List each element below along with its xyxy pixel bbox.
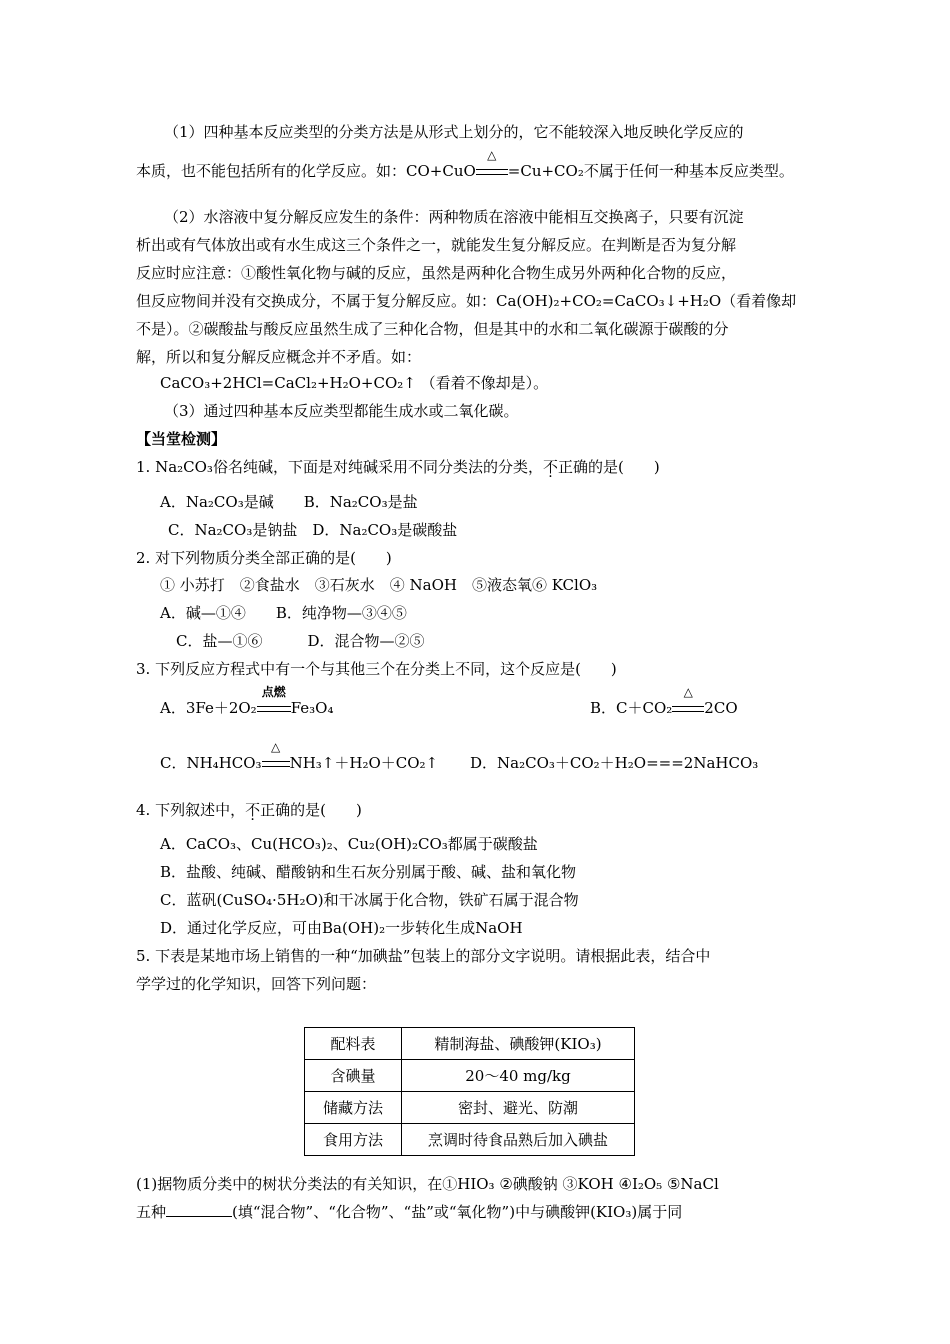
q4-option-d: D．通过化学反应，可由Ba(OH)₂一步转化生成NaOH (160, 919, 523, 937)
equation-left: 本质，也不能包括所有的化学反应。如：CO+CuO (136, 162, 476, 180)
q4-option-c: C．蓝矾(CuSO₄·5H₂O)和干冰属于化合物，铁矿石属于混合物 (160, 891, 579, 909)
q4-option-b: B．盐酸、纯碱、醋酸钠和生石灰分别属于酸、碱、盐和氧化物 (160, 863, 577, 881)
table-cell: 烹调时待食品熟后加入碘盐 (402, 1124, 635, 1156)
q5-line1: 5. 下表是某地市场上销售的一种“加碘盐”包装上的部分文字说明。请根据此表，结合中 (136, 947, 711, 965)
table-row (305, 1092, 635, 1124)
q5-sub1-line2 (136, 1202, 682, 1222)
q2-items: ① 小苏打 ②食盐水 ③石灰水 ④ NaOH ⑤液态氧⑥ KClO₃ (160, 576, 598, 594)
heat-condition-c (262, 740, 290, 773)
q4-option-a: A．CaCO₃、Cu(HCO₃)₂、Cu₂(OH)₂CO₃都属于碳酸盐 (160, 835, 538, 853)
q1-options-row1: A．Na₂CO₃是碱 B．Na₂CO₃是盐 (160, 493, 418, 511)
intro-p2-line5: 不是）。②碳酸盐与酸反应虽然生成了三种化合物，但是其中的水和二氧化碳源于碳酸的分 (136, 320, 729, 338)
q5-sub1-text: 五种 (136, 1203, 167, 1221)
table-cell: 精制海盐、碘酸钾(KIO₃) (402, 1028, 635, 1060)
heat-condition (476, 148, 508, 181)
table-cell: 食用方法 (305, 1124, 402, 1156)
q3-stem: 3. 下列反应方程式中有一个与其他三个在分类上不同，这个反应是( ) (136, 660, 617, 678)
intro-p1-line2 (136, 148, 794, 181)
intro-p3: （3）通过四种基本反应类型都能生成水或二氧化碳。 (164, 402, 519, 420)
q3-option-d: D．Na₂CO₃＋CO₂＋H₂O===2NaHCO₃ (470, 754, 759, 772)
q4-emphasis: 不 (245, 801, 261, 819)
q3-b-left: B．C＋CO₂ (590, 699, 673, 717)
equation-right: =Cu+CO₂不属于任何一种基本反应类型。 (507, 162, 794, 180)
q3-c-left: C．NH₄HCO₃ (160, 754, 262, 772)
q3-option-a (160, 685, 334, 718)
q3-b-right: 2CO (704, 699, 738, 717)
answer-blank[interactable] (166, 1202, 232, 1217)
heat-condition-b (672, 685, 704, 718)
intro-p2-line2: 析出或有气体放出或有水生成这三个条件之一，就能发生复分解反应。在判断是否为复分解 (136, 236, 737, 254)
intro-p1-line1: （1）四种基本反应类型的分类方法是从形式上划分的，它不能较深入地反映化学反应的 (164, 123, 744, 141)
q2-options-row1: A．碱—①④ B．纯净物—③④⑤ (160, 604, 407, 622)
q3-option-b (590, 685, 738, 718)
table-row (305, 1060, 635, 1092)
ignite-condition (257, 685, 291, 718)
table-cell: 20～40 mg/kg (402, 1060, 635, 1092)
table-cell: 密封、避光、防潮 (402, 1092, 635, 1124)
q1-stem (136, 457, 660, 477)
q1-stem-end: 正确的是( ) (557, 458, 660, 476)
table-row (305, 1124, 635, 1156)
q3-a-right: Fe₃O₄ (290, 699, 334, 717)
q3-option-c (160, 740, 439, 773)
q5-line2: 学学过的化学知识，回答下列问题： (136, 975, 377, 993)
q3-a-left: A．3Fe＋2O₂ (160, 699, 257, 717)
heat-symbol-b: △ (683, 685, 693, 699)
q1-stem-text: 1. Na₂CO₃俗名纯碱，下面是对纯碱采用不同分类法的分类， (136, 458, 543, 476)
q4-stem-text: 4. 下列叙述中， (136, 801, 246, 819)
q5-sub1-line1: (1)据物质分类中的树状分类法的有关知识，在①HIO₃ ②碘酸钠 ③KOH ④I₂O₅ ⑤NaCl (136, 1175, 719, 1193)
table-cell: 含碘量 (305, 1060, 402, 1092)
q3-c-right: NH₃↑＋H₂O＋CO₂↑ (289, 754, 439, 772)
intro-p2-line1: （2）水溶液中复分解反应发生的条件：两种物质在溶液中能相互交换离子，只要有沉淀 (164, 208, 744, 226)
intro-p2-line6: 解，所以和复分解反应概念并不矛盾。如： (136, 348, 422, 366)
section-title: 【当堂检测】 (136, 430, 227, 448)
intro-p2-line7: CaCO₃+2HCl=CaCl₂+H₂O+CO₂↑ （看着不像却是）。 (160, 374, 549, 392)
q2-options-row2: C．盐—①⑥ D．混合物—②⑤ (176, 632, 425, 650)
q4-stem-end: 正确的是( ) (260, 801, 362, 819)
table-cell: 储藏方法 (305, 1092, 402, 1124)
intro-p2-line4: 但反应物间并没有交换成分，不属于复分解反应。如：Ca(OH)₂+CO₂=CaCO₃↓+H₂O（看着像却 (136, 292, 797, 310)
q4-stem (136, 800, 362, 820)
intro-p2-line3: 反应时应注意：①酸性氧化物与碱的反应，虽然是两种化合物生成另外两种化合物的反应， (136, 264, 737, 282)
q5-sub1-text-end: (填“混合物”、“化合物”、“盐”或“氧化物”)中与碘酸钾(KIO₃)属于同 (232, 1203, 683, 1221)
q1-emphasis: 不 (542, 458, 558, 476)
heat-symbol: △ (487, 148, 497, 162)
q2-stem: 2. 对下列物质分类全部正确的是( ) (136, 549, 392, 567)
table-cell: 配料表 (305, 1028, 402, 1060)
ignite-label: 点燃 (261, 685, 286, 699)
heat-symbol-c: △ (270, 740, 281, 754)
salt-label-table (304, 1027, 635, 1156)
q1-options-row2: C．Na₂CO₃是钠盐 D．Na₂CO₃是碳酸盐 (168, 521, 458, 539)
table-row (305, 1028, 635, 1060)
